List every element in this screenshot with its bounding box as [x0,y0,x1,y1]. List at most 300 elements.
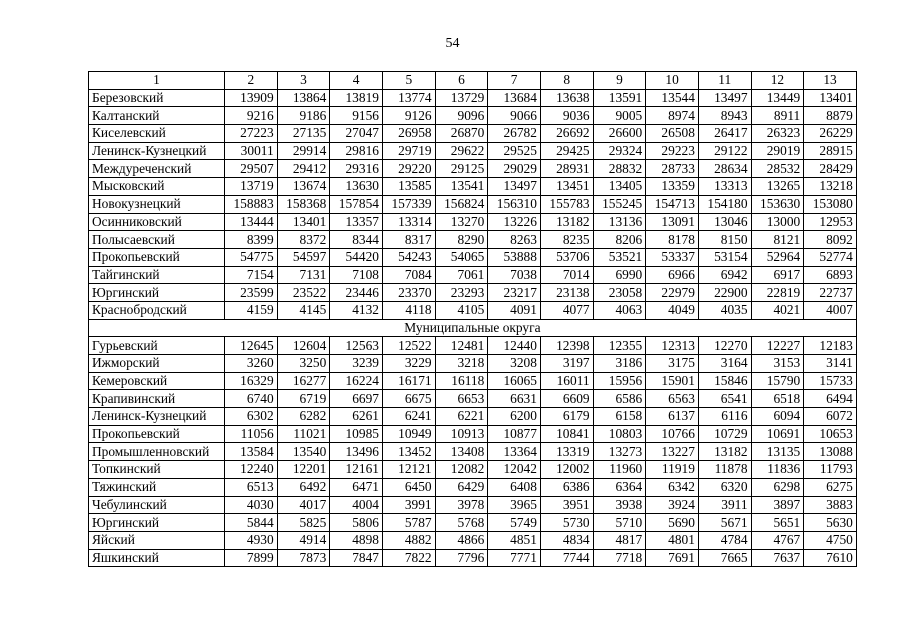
page-number: 54 [445,36,460,51]
table-cell: 5730 [540,514,593,532]
table-cell: 13585 [382,178,435,196]
table-cell: 10691 [751,425,804,443]
table-cell: 13401 [277,213,330,231]
table-cell: 8290 [435,231,488,249]
table-cell: 4750 [804,531,857,549]
table-cell: 12398 [540,337,593,355]
row-name: Березовский [89,89,225,107]
table-row [89,160,857,178]
table-cell: 12240 [225,461,278,479]
table-cell: 4105 [435,301,488,319]
table-cell: 6990 [593,266,646,284]
column-header: 2 [225,72,278,90]
table-row [89,107,857,125]
table-cell: 4882 [382,531,435,549]
table-cell: 4930 [225,531,278,549]
table-cell: 8121 [751,231,804,249]
column-header: 11 [698,72,751,90]
table-cell: 10949 [382,425,435,443]
table-cell: 10913 [435,425,488,443]
table-cell: 3991 [382,496,435,514]
row-name: Юргинский [89,514,225,532]
table-cell: 13218 [804,178,857,196]
table-cell: 12440 [488,337,541,355]
table-cell: 13313 [698,178,751,196]
row-name: Полысаевский [89,231,225,249]
table-cell: 13136 [593,213,646,231]
table-cell: 22900 [698,284,751,302]
row-name: Прокопьевский [89,425,225,443]
table-cell: 6719 [277,390,330,408]
table-cell: 28931 [540,160,593,178]
table-cell: 4049 [646,301,699,319]
table-cell: 29622 [435,142,488,160]
table-cell: 13182 [698,443,751,461]
table-cell: 8263 [488,231,541,249]
column-header: 12 [751,72,804,90]
section-title: Муниципальные округа [89,319,857,337]
table-cell: 6917 [751,266,804,284]
column-header: 13 [804,72,857,90]
table-cell: 13314 [382,213,435,231]
table-cell: 13451 [540,178,593,196]
table-cell: 29122 [698,142,751,160]
table-cell: 11836 [751,461,804,479]
column-header: 5 [382,72,435,90]
table-cell: 15956 [593,372,646,390]
table-row [89,531,857,549]
table-cell: 7154 [225,266,278,284]
table-cell: 7637 [751,549,804,567]
table-cell: 23599 [225,284,278,302]
table-cell: 3911 [698,496,751,514]
table-cell: 8879 [804,107,857,125]
table-cell: 12522 [382,337,435,355]
table-cell: 13364 [488,443,541,461]
table-cell: 13182 [540,213,593,231]
table-cell: 5710 [593,514,646,532]
table-cell: 26958 [382,125,435,143]
table-cell: 7061 [435,266,488,284]
table-cell: 16118 [435,372,488,390]
header-row [89,72,857,90]
table-cell: 6179 [540,408,593,426]
table-cell: 6494 [804,390,857,408]
table-cell: 23522 [277,284,330,302]
table-cell: 27223 [225,125,278,143]
table-cell: 11056 [225,425,278,443]
table-cell: 7899 [225,549,278,567]
table-row [89,231,857,249]
table-cell: 5671 [698,514,751,532]
table-cell: 4159 [225,301,278,319]
table-cell: 8399 [225,231,278,249]
table-cell: 6261 [330,408,383,426]
table-cell: 13359 [646,178,699,196]
table-cell: 6200 [488,408,541,426]
table-cell: 5630 [804,514,857,532]
table-cell: 4914 [277,531,330,549]
table-cell: 13584 [225,443,278,461]
table-cell: 9096 [435,107,488,125]
row-name: Калтанский [89,107,225,125]
table-row [89,390,857,408]
table-cell: 13674 [277,178,330,196]
table-row [89,478,857,496]
table-row [89,443,857,461]
table-cell: 8178 [646,231,699,249]
table-cell: 23058 [593,284,646,302]
table-cell: 13227 [646,443,699,461]
table-cell: 8206 [593,231,646,249]
table-cell: 6282 [277,408,330,426]
section-row [89,319,857,337]
table-cell: 16329 [225,372,278,390]
table-cell: 22819 [751,284,804,302]
table-cell: 13444 [225,213,278,231]
table-cell: 13273 [593,443,646,461]
table-cell: 13638 [540,89,593,107]
column-header: 1 [89,72,225,90]
table-cell: 54775 [225,248,278,266]
column-header: 3 [277,72,330,90]
table-cell: 5825 [277,514,330,532]
table-row [89,461,857,479]
table-cell: 29223 [646,142,699,160]
table-cell: 13000 [751,213,804,231]
table-cell: 12201 [277,461,330,479]
table-row [89,549,857,567]
table-cell: 12313 [646,337,699,355]
table-cell: 16065 [488,372,541,390]
table-cell: 27047 [330,125,383,143]
table-cell: 12227 [751,337,804,355]
table-row [89,372,857,390]
table-cell: 7038 [488,266,541,284]
table-cell: 13497 [698,89,751,107]
table-cell: 8974 [646,107,699,125]
table-cell: 26870 [435,125,488,143]
table-cell: 6320 [698,478,751,496]
table-cell: 9066 [488,107,541,125]
population-table [88,71,857,567]
table-cell: 8344 [330,231,383,249]
table-cell: 8317 [382,231,435,249]
table-cell: 13357 [330,213,383,231]
table-cell: 30011 [225,142,278,160]
table-cell: 8911 [751,107,804,125]
table-row [89,125,857,143]
table-cell: 29525 [488,142,541,160]
table-cell: 12002 [540,461,593,479]
table-cell: 28832 [593,160,646,178]
table-cell: 4004 [330,496,383,514]
table-cell: 12183 [804,337,857,355]
row-name: Ленинск-Кузнецкий [89,142,225,160]
table-cell: 4767 [751,531,804,549]
table-cell: 9126 [382,107,435,125]
table-row [89,89,857,107]
table-cell: 29324 [593,142,646,160]
column-header: 7 [488,72,541,90]
table-cell: 12082 [435,461,488,479]
table-cell: 6942 [698,266,751,284]
table-body [89,89,857,567]
table-cell: 53706 [540,248,593,266]
table-cell: 26323 [751,125,804,143]
table-cell: 6541 [698,390,751,408]
table-cell: 23370 [382,284,435,302]
table-row [89,142,857,160]
table-cell: 7873 [277,549,330,567]
table-cell: 13088 [804,443,857,461]
table-cell: 54597 [277,248,330,266]
table-cell: 5768 [435,514,488,532]
table-cell: 15733 [804,372,857,390]
row-name: Краснобродский [89,301,225,319]
table-cell: 12563 [330,337,383,355]
table-cell: 4817 [593,531,646,549]
table-cell: 5651 [751,514,804,532]
row-name: Яшкинский [89,549,225,567]
table-cell: 11793 [804,461,857,479]
table-cell: 3938 [593,496,646,514]
table-row [89,425,857,443]
table-row [89,337,857,355]
table-cell: 153630 [751,195,804,213]
table-row [89,178,857,196]
table-cell: 6429 [435,478,488,496]
table-cell: 8943 [698,107,751,125]
table-cell: 5690 [646,514,699,532]
table-cell: 29316 [330,160,383,178]
table-cell: 26600 [593,125,646,143]
table-cell: 3164 [698,355,751,373]
table-cell: 7610 [804,549,857,567]
table-cell: 4801 [646,531,699,549]
table-cell: 6094 [751,408,804,426]
table-cell: 7744 [540,549,593,567]
table-cell: 158368 [277,195,330,213]
table-cell: 10729 [698,425,751,443]
table-cell: 154713 [646,195,699,213]
table-cell: 155783 [540,195,593,213]
table-cell: 4132 [330,301,383,319]
table-cell: 16277 [277,372,330,390]
table-row [89,408,857,426]
table-cell: 6298 [751,478,804,496]
table-cell: 13774 [382,89,435,107]
table-cell: 15790 [751,372,804,390]
table-cell: 4851 [488,531,541,549]
row-name: Киселевский [89,125,225,143]
table-cell: 13091 [646,213,699,231]
table-cell: 54065 [435,248,488,266]
table-cell: 13408 [435,443,488,461]
column-header: 4 [330,72,383,90]
column-header: 6 [435,72,488,90]
table-cell: 23217 [488,284,541,302]
table-cell: 6513 [225,478,278,496]
table-cell: 6518 [751,390,804,408]
table-cell: 29029 [488,160,541,178]
table-cell: 3239 [330,355,383,373]
table-cell: 13819 [330,89,383,107]
table-cell: 13496 [330,443,383,461]
table-cell: 15846 [698,372,751,390]
table-cell: 29914 [277,142,330,160]
table-cell: 154180 [698,195,751,213]
table-cell: 6221 [435,408,488,426]
table-cell: 7665 [698,549,751,567]
table-cell: 3197 [540,355,593,373]
row-name: Ленинск-Кузнецкий [89,408,225,426]
table-cell: 6302 [225,408,278,426]
table-cell: 10841 [540,425,593,443]
row-name: Мысковский [89,178,225,196]
table-cell: 12953 [804,213,857,231]
row-name: Тяжинский [89,478,225,496]
table-cell: 13452 [382,443,435,461]
table-cell: 6563 [646,390,699,408]
table-cell: 29412 [277,160,330,178]
table-cell: 8235 [540,231,593,249]
table-cell: 6697 [330,390,383,408]
table-cell: 13497 [488,178,541,196]
table-cell: 29019 [751,142,804,160]
table-cell: 157339 [382,195,435,213]
table-cell: 6275 [804,478,857,496]
table-cell: 3186 [593,355,646,373]
column-header: 10 [646,72,699,90]
table-cell: 26782 [488,125,541,143]
table-cell: 13135 [751,443,804,461]
table-row [89,284,857,302]
row-name: Новокузнецкий [89,195,225,213]
table-cell: 28532 [751,160,804,178]
table-cell: 6450 [382,478,435,496]
table-cell: 4030 [225,496,278,514]
table-cell: 12645 [225,337,278,355]
table-cell: 6137 [646,408,699,426]
row-name: Чебулинский [89,496,225,514]
table-cell: 9156 [330,107,383,125]
table-cell: 6471 [330,478,383,496]
table-cell: 6893 [804,266,857,284]
row-name: Гурьевский [89,337,225,355]
table-cell: 28733 [646,160,699,178]
table-cell: 3208 [488,355,541,373]
column-header: 9 [593,72,646,90]
row-name: Тайгинский [89,266,225,284]
table-cell: 12161 [330,461,383,479]
table-cell: 16011 [540,372,593,390]
table-cell: 13544 [646,89,699,107]
table-cell: 6740 [225,390,278,408]
table-cell: 3924 [646,496,699,514]
table-cell: 4784 [698,531,751,549]
table-cell: 6342 [646,478,699,496]
table-cell: 4077 [540,301,593,319]
table-cell: 9036 [540,107,593,125]
table-cell: 7108 [330,266,383,284]
table-cell: 26229 [804,125,857,143]
table-cell: 155245 [593,195,646,213]
table-cell: 27135 [277,125,330,143]
table-cell: 26417 [698,125,751,143]
table-cell: 13719 [225,178,278,196]
table-cell: 6492 [277,478,330,496]
table-cell: 6586 [593,390,646,408]
table-cell: 7718 [593,549,646,567]
table-cell: 8372 [277,231,330,249]
table-cell: 6675 [382,390,435,408]
table-row [89,195,857,213]
table-cell: 11919 [646,461,699,479]
row-name: Промышленновский [89,443,225,461]
table-cell: 3141 [804,355,857,373]
row-name: Топкинский [89,461,225,479]
table-cell: 29507 [225,160,278,178]
table-row [89,213,857,231]
table-cell: 13449 [751,89,804,107]
row-name: Ижморский [89,355,225,373]
table-cell: 6116 [698,408,751,426]
table-cell: 6364 [593,478,646,496]
table-cell: 10766 [646,425,699,443]
table-cell: 28634 [698,160,751,178]
table-cell: 153080 [804,195,857,213]
table-cell: 9216 [225,107,278,125]
table-cell: 7847 [330,549,383,567]
table-cell: 29425 [540,142,593,160]
table-cell: 23446 [330,284,383,302]
table-cell: 158883 [225,195,278,213]
table-cell: 53521 [593,248,646,266]
table-cell: 7771 [488,549,541,567]
table-cell: 15901 [646,372,699,390]
table-cell: 13405 [593,178,646,196]
table-cell: 11878 [698,461,751,479]
table-cell: 54243 [382,248,435,266]
row-name: Кемеровский [89,372,225,390]
table-row [89,301,857,319]
table-cell: 23293 [435,284,488,302]
row-name: Осинниковский [89,213,225,231]
table-cell: 9186 [277,107,330,125]
table-cell: 13909 [225,89,278,107]
table-cell: 53154 [698,248,751,266]
table-cell: 13319 [540,443,593,461]
table-row [89,355,857,373]
table-cell: 53888 [488,248,541,266]
table-cell: 3883 [804,496,857,514]
table-cell: 5787 [382,514,435,532]
table-cell: 11960 [593,461,646,479]
table-row [89,248,857,266]
table-cell: 12042 [488,461,541,479]
table-cell: 13401 [804,89,857,107]
table-cell: 6158 [593,408,646,426]
table-row [89,266,857,284]
table-cell: 3260 [225,355,278,373]
table-cell: 13541 [435,178,488,196]
table-cell: 6241 [382,408,435,426]
table-cell: 6631 [488,390,541,408]
table-cell: 4898 [330,531,383,549]
table-cell: 26692 [540,125,593,143]
table-cell: 7796 [435,549,488,567]
